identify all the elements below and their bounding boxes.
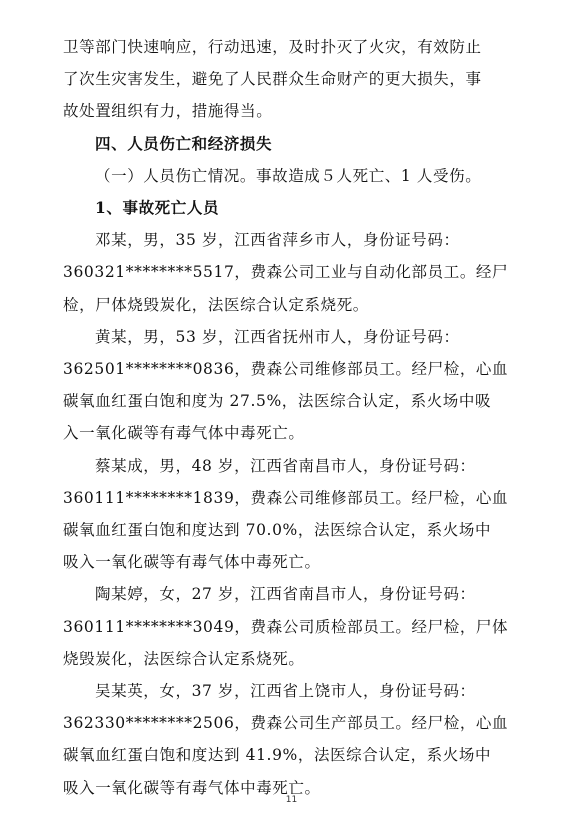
body-text-line: 碳氧血红蛋白饱和度达到 41.9%，法医综合认定，系火场中 <box>63 746 492 764</box>
page-number: 11 <box>285 795 298 805</box>
body-text-line: 362501********0836，费森公司维修部员工。经尸检，心血 <box>63 360 509 378</box>
body-text-line: 362330********2506，费森公司生产部员工。经尸检，心血 <box>63 714 509 732</box>
body-text-line: 入一氧化碳等有毒气体中毒死亡。 <box>63 424 305 442</box>
body-text-line: 360321********5517，费森公司工业与自动化部员工。经尸 <box>63 263 509 281</box>
body-text-line: 360111********1839，费森公司维修部员工。经尸检，心血 <box>63 489 509 507</box>
body-text-line: 碳氧血红蛋白饱和度达到 70.0%，法医综合认定，系火场中 <box>63 521 492 539</box>
body-text-line: 吸入一氧化碳等有毒气体中毒死亡。 <box>63 553 321 571</box>
body-text-line: 卫等部门快速响应，行动迅速，及时扑灭了火灾，有效防止 <box>63 38 482 56</box>
subsection-heading: 1、事故死亡人员 <box>95 198 220 217</box>
body-text-line: 邓某，男，35 岁，江西省萍乡市人，身份证号码： <box>95 231 460 249</box>
body-text-line: 了次生灾害发生，避免了人民群众生命财产的更大损失，事 <box>63 70 482 88</box>
subsection-text: （一）人员伤亡情况。事故造成５人死亡、1 人受伤。 <box>95 167 482 185</box>
body-text-line: 碳氧血红蛋白饱和度为 27.5%，法医综合认定，系火场中吸 <box>63 392 492 410</box>
body-text-line: 故处置组织有力，措施得当。 <box>63 102 273 120</box>
section-heading: 四、人员伤亡和经济损失 <box>95 134 273 153</box>
body-text-line: 360111********3049，费森公司质检部员工。经尸检，尸体 <box>63 618 509 636</box>
body-text-line: 检，尸体烧毁炭化，法医综合认定系烧死。 <box>63 296 369 314</box>
body-text-line: 黄某，男，53 岁，江西省抚州市人，身份证号码： <box>95 328 460 346</box>
body-text-line: 烧毁炭化，法医综合认定系烧死。 <box>63 650 305 668</box>
body-text-line: 吴某英，女，37 岁，江西省上饶市人，身份证号码： <box>95 682 476 700</box>
body-text-line: 陶某婷，女，27 岁，江西省南昌市人，身份证号码： <box>95 585 476 603</box>
body-text-line: 蔡某成，男，48 岁，江西省南昌市人，身份证号码： <box>95 457 476 475</box>
body-text-line: 吸入一氧化碳等有毒气体中毒死亡。 <box>63 779 321 797</box>
